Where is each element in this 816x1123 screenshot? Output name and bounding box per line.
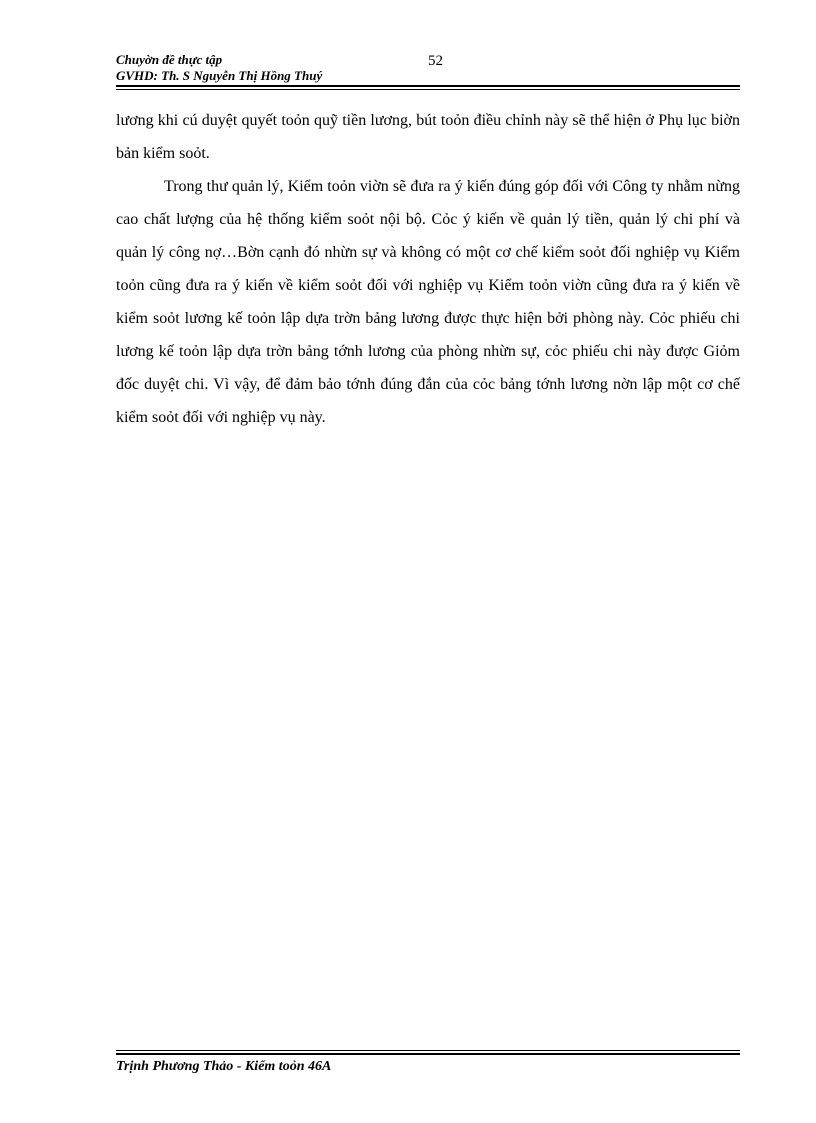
header-title: Chuyờn đề thực tập — [116, 52, 223, 67]
header-divider-thick — [116, 85, 740, 87]
paragraph-2: Trong thư quản lý, Kiểm toỏn viờn sẽ đưa ra ý kiến đúng góp đối với Công ty nhằm nừng cao chất lượng của hệ thống kiểm soỏt nội bộ. Cỏc ý kiến về quản lý tiền, quản lý chi phí và quản lý công nợ…Bờn cạnh đó nhừn sự và không có một cơ chế kiểm soỏt đối nghiệp vụ Kiểm toỏn cũng đưa ra ý kiến về kiểm soỏt đối với nghiệp vụ Kiểm toỏn viờn cũng đưa ra ý kiến về kiểm soỏt lương kế toỏn lập dựa trờn bảng lương được thực hiện bởi phòng này. Cỏc phiếu chi lương kế toỏn lập dựa trờn bảng tớnh lương của phòng nhừn sự, cỏc phiếu chi này được Giỏm đốc duyệt chi. Vì vậy, để đảm bảo tớnh đúng đắn của cỏc bảng tớnh lương nờn lập một cơ chế kiểm soỏt đối với nghiệp vụ này. — [116, 178, 740, 426]
header-divider-thin — [116, 89, 740, 90]
paragraph-1: lương khi cú duyệt quyết toỏn quỹ tiền lương, bút toỏn điều chỉnh này sẽ thể hiện ở Phụ lục biờn bản kiểm soỏt. — [116, 112, 740, 162]
body-text — [116, 104, 740, 434]
page-number: 52 — [428, 53, 443, 69]
footer-author: Trịnh Phương Thảo - Kiểm toỏn 46A — [116, 1059, 332, 1074]
footer-divider-thick — [116, 1053, 740, 1055]
header-advisor: GVHD: Th. S Nguyễn Thị Hồng Thuý — [116, 68, 323, 83]
footer-divider-thin — [116, 1050, 740, 1051]
